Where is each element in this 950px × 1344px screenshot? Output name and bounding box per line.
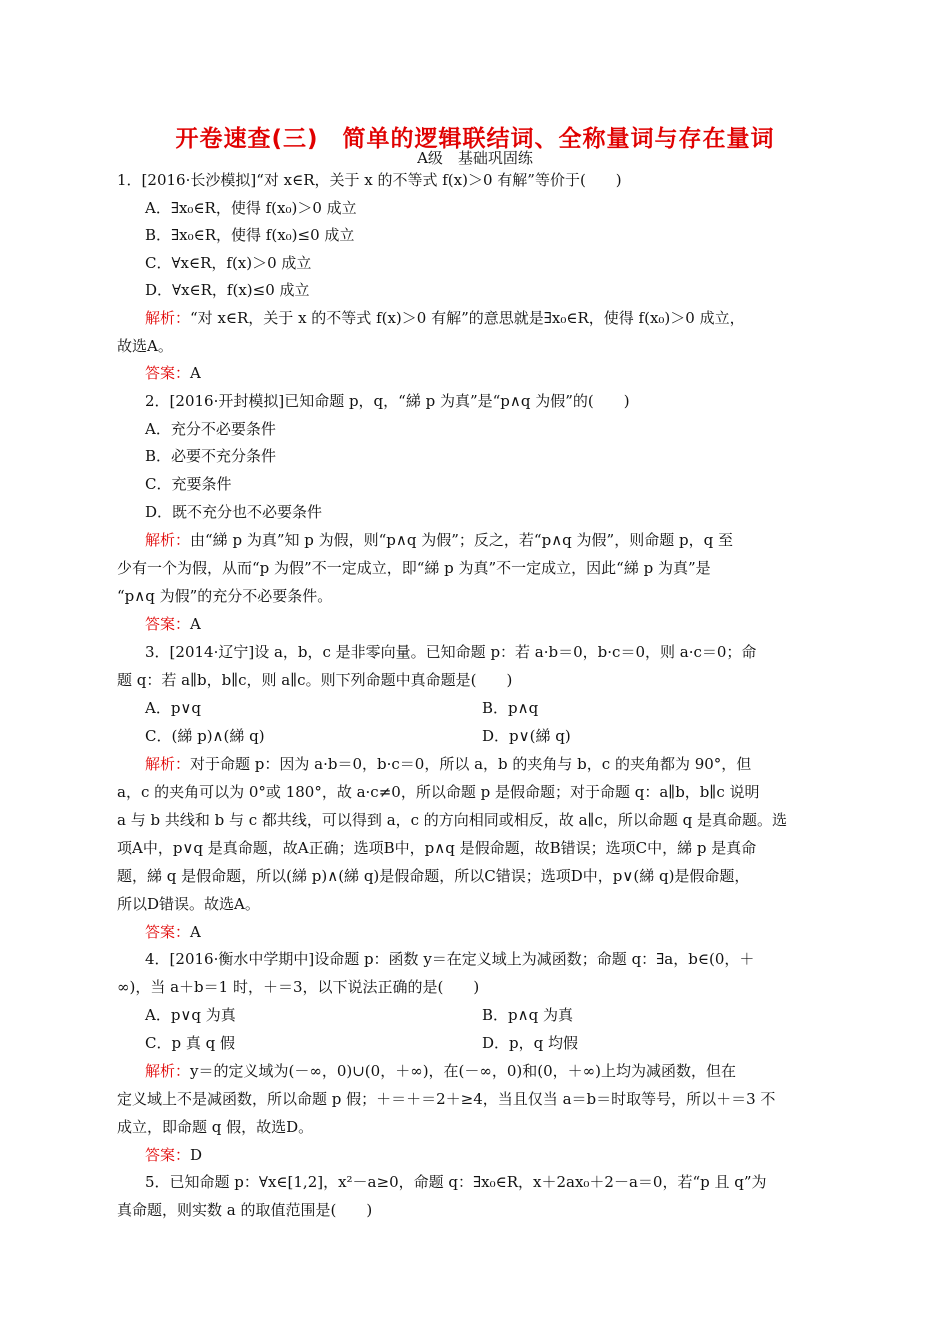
question-3-analysis-cont-3: 项A中，p∨q 是真命题，故A正确；选项B中，p∧q 是假命题，故B错误；选项C中，綈 p 是真命 (117, 839, 757, 857)
analysis-text: y＝的定义域为(－∞，0)∪(0，＋∞)，在(－∞，0)和(0，＋∞)上均为减函数，但在 (190, 1062, 737, 1080)
question-2-stem: 2．[2016·开封模拟]已知命题 p，q，“綈 p 为真”是“p∧q 为假”的( ) (145, 392, 630, 410)
answer-label: 答案： (145, 923, 191, 941)
analysis-label: 解析： (145, 309, 191, 327)
analysis-label: 解析： (145, 1062, 191, 1080)
question-4-answer (145, 1145, 865, 1165)
question-2-option-a: A．充分不必要条件 (145, 420, 276, 438)
question-3-option-c: C．(綈 p)∧(綈 q) (145, 727, 265, 745)
page-subtitle: A级 基础巩固练 (417, 149, 533, 167)
answer-label: 答案： (145, 1146, 191, 1164)
question-4-stem: 4．[2016·衡水中学期中]设命题 p：函数 y＝在定义域上为减函数；命题 q：∃a，b∈(0，＋ (145, 950, 755, 968)
question-3-stem: 3．[2014·辽宁]设 a，b，c 是非零向量。已知命题 p：若 a·b＝0，b·c＝0，则 a·c＝0；命 (145, 643, 757, 661)
question-3-option-a: A．p∨q (145, 699, 202, 717)
question-1-option-b: B．∃x₀∈R，使得 f(x₀)≤0 成立 (145, 226, 355, 244)
question-2-option-d: D．既不充分也不必要条件 (145, 503, 323, 521)
question-1-option-c: C．∀x∈R，f(x)＞0 成立 (145, 254, 312, 272)
answer-value: A (190, 923, 201, 941)
answer-label: 答案： (145, 615, 191, 633)
page-title: 开卷速查(三) 简单的逻辑联结词、全称量词与存在量词 (175, 126, 775, 152)
question-2-analysis (145, 530, 865, 550)
question-1-option-a: A．∃x₀∈R，使得 f(x₀)＞0 成立 (145, 199, 357, 217)
question-2-analysis-cont-1: 少有一个为假，从而“p 为假”不一定成立，即“綈 p 为真”不一定成立，因此“綈 p 为真”是 (117, 559, 711, 577)
question-4-option-a: A．p∨q 为真 (145, 1006, 236, 1024)
analysis-text: 由“綈 p 为真”知 p 为假，则“p∧q 为假”；反之，若“p∧q 为假”，则命题 p，q 至 (190, 531, 733, 549)
answer-value: A (190, 364, 201, 382)
answer-value: A (190, 615, 201, 633)
question-3-analysis-cont-5: 所以D错误。故选A。 (117, 895, 260, 913)
answer-label: 答案： (145, 364, 191, 382)
question-1-analysis-cont: 故选A。 (117, 337, 173, 355)
question-3-option-b: B．p∧q (482, 699, 539, 717)
analysis-label: 解析： (145, 531, 191, 549)
question-3-analysis-cont-1: a，c 的夹角可以为 0°或 180°，故 a·c≠0，所以命题 p 是假命题；对于命题 q：a∥b，b∥c 说明 (117, 783, 760, 801)
question-2-analysis-cont-2: “p∧q 为假”的充分不必要条件。 (117, 587, 333, 605)
question-1-analysis (145, 308, 865, 328)
question-4-analysis (145, 1061, 865, 1081)
question-4-analysis-cont-2: 成立，即命题 q 假，故选D。 (117, 1118, 314, 1136)
question-4-stem-cont: ∞)，当 a＋b＝1 时，＋＝3，以下说法正确的是( ) (117, 978, 480, 996)
analysis-text: “对 x∈R，关于 x 的不等式 f(x)＞0 有解”的意思就是∃x₀∈R，使得 f(x₀)＞0 成立， (190, 309, 745, 327)
answer-value: D (190, 1146, 203, 1164)
question-4-option-c: C．p 真 q 假 (145, 1034, 235, 1052)
question-3-analysis (145, 754, 865, 774)
question-3-option-d: D．p∨(綈 q) (482, 727, 571, 745)
question-4-option-b: B．p∧q 为真 (482, 1006, 573, 1024)
question-1-stem: 1．[2016·长沙模拟]“对 x∈R，关于 x 的不等式 f(x)＞0 有解”等价于( ) (117, 171, 622, 189)
analysis-text: 对于命题 p：因为 a·b＝0，b·c＝0，所以 a，b 的夹角与 b，c 的夹角都为 90°，但 (190, 755, 752, 773)
question-1-option-d: D．∀x∈R，f(x)≤0 成立 (145, 281, 310, 299)
question-2-option-b: B．必要不充分条件 (145, 447, 277, 465)
question-3-stem-cont: 题 q：若 a∥b，b∥c，则 a∥c。则下列命题中真命题是( ) (117, 671, 513, 689)
question-3-answer (145, 922, 865, 942)
question-5-stem-cont: 真命题，则实数 a 的取值范围是( ) (117, 1201, 373, 1219)
question-3-analysis-cont-2: a 与 b 共线和 b 与 c 都共线，可以得到 a，c 的方向相同或相反，故 a∥c，所以命题 q 是真命题。选 (117, 811, 787, 829)
question-3-analysis-cont-4: 题，綈 q 是假命题，所以(綈 p)∧(綈 q)是假命题，所以C错误；选项D中，p∨(綈 q)是假命题， (117, 867, 750, 885)
question-4-option-d: D．p，q 均假 (482, 1034, 578, 1052)
question-1-answer (145, 363, 865, 383)
question-4-analysis-cont-1: 定义域上不是减函数，所以命题 p 假；＋＝＋＝2＋≥4，当且仅当 a＝b＝时取等号，所以＋＝3 不 (117, 1090, 776, 1108)
question-5-stem: 5．已知命题 p：∀x∈[1,2]，x²－a≥0，命题 q：∃x₀∈R，x＋2ax₀＋2－a＝0，若“p 且 q”为 (145, 1173, 767, 1191)
question-2-answer (145, 614, 865, 634)
analysis-label: 解析： (145, 755, 191, 773)
question-2-option-c: C．充要条件 (145, 475, 232, 493)
